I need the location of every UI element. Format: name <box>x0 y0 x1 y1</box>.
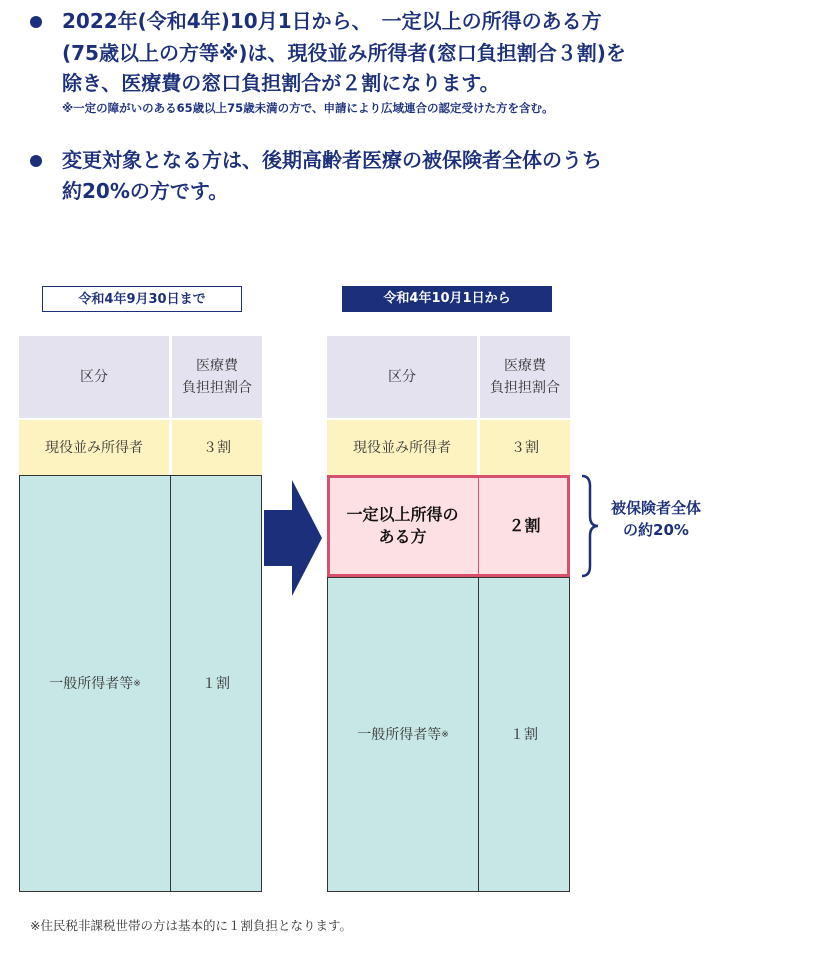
bullet-1-note: ※一定の障がいのある65歳以上75歳未満の方で、申請により広域連合の認定受けた方を含む。 <box>62 101 554 115</box>
after-row-ippan-mark: ※ <box>441 729 449 740</box>
period-label-before: 令和4年9月30日まで <box>42 286 242 312</box>
before-row-ippan-mark: ※ <box>133 678 141 689</box>
bullet-dot-2 <box>30 155 42 167</box>
after-row-ichitei-line2: ある方 <box>378 527 427 546</box>
before-row-ippan-label: 一般所得者等 <box>49 675 134 692</box>
bullet-2-line-1: 変更対象となる方は、後期高齢者医療の被保険者全体のうち <box>62 148 602 172</box>
after-header-ratio <box>480 336 570 418</box>
bullet-dot-1 <box>30 16 42 28</box>
after-row-ippan-ratio: １割 <box>478 577 570 892</box>
after-row-genyaku-category: 現役並み所得者 <box>327 420 477 475</box>
after-row-genyaku-ratio: ３割 <box>480 420 570 475</box>
before-header-category: 区分 <box>19 336 169 418</box>
after-header-ratio-line1: 医療費 <box>504 358 546 374</box>
before-header-ratio-line1: 医療費 <box>196 358 238 374</box>
bullet-1-line-2: (75歳以上の方等※)は、現役並み所得者(窓口負担割合３割)を <box>62 41 626 65</box>
before-row-ippan-ratio: １割 <box>170 475 262 892</box>
after-row-ippan-label: 一般所得者等 <box>357 726 442 743</box>
bullet-1-line-3: 除き、医療費の窓口負担割合が２割になります。 <box>62 71 500 95</box>
before-row-ippan-category <box>19 475 171 892</box>
before-row-genyaku-ratio: ３割 <box>172 420 262 475</box>
after-row-ichitei-ratio: ２割 <box>479 475 570 577</box>
brace-label-line2: の約20% <box>623 521 689 539</box>
after-table <box>327 336 570 892</box>
footnote: ※住民税非課税世帯の方は基本的に１割負担となります。 <box>30 918 352 933</box>
highlight-frame <box>327 475 570 577</box>
after-header-category: 区分 <box>327 336 477 418</box>
before-row-genyaku-category: 現役並み所得者 <box>19 420 169 475</box>
after-row-ichitei-line1: 一定以上所得の <box>346 505 459 524</box>
arrow-right-icon <box>262 480 324 596</box>
bullet-1-line-1: 2022年(令和4年)10月1日から、 一定以上の所得のある方 <box>62 9 602 33</box>
brace-label <box>596 497 716 541</box>
bullet-2-line-2: 約20%の方です。 <box>62 179 229 203</box>
before-header-ratio-line2: 負担担割合 <box>182 380 252 396</box>
period-label-after: 令和4年10月1日から <box>342 286 552 312</box>
before-table <box>19 336 262 892</box>
after-header-ratio-line2: 負担担割合 <box>490 380 560 396</box>
before-header-ratio <box>172 336 262 418</box>
brace-label-line1: 被保険者全体 <box>610 499 701 517</box>
after-row-ippan-category <box>327 577 479 892</box>
